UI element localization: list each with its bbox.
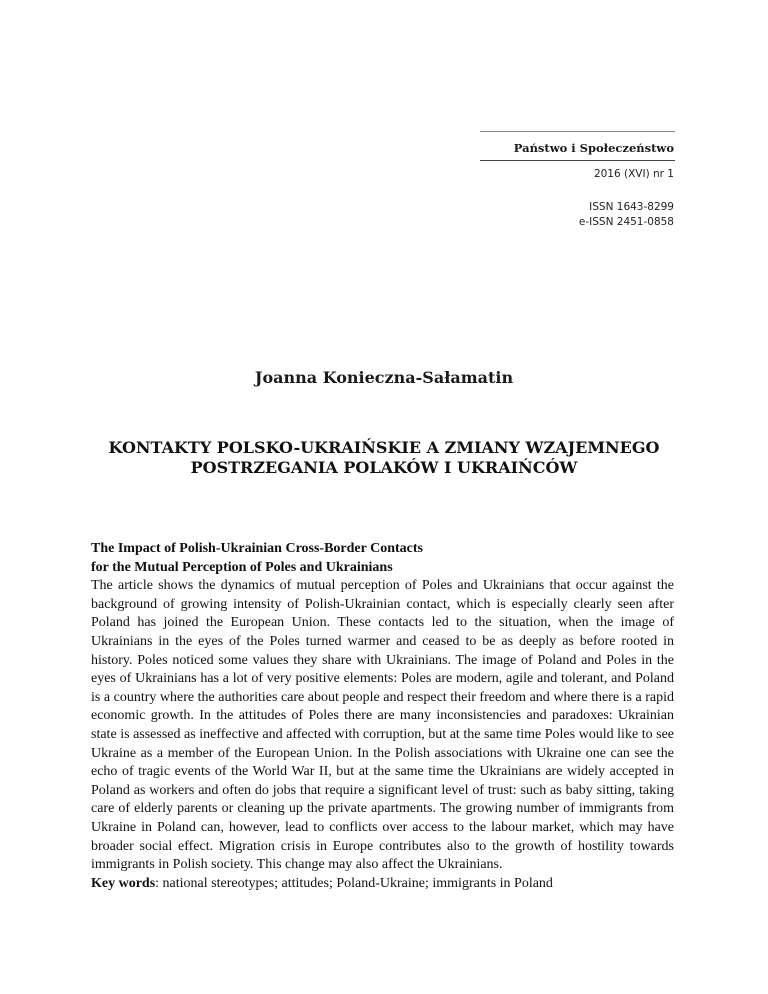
- author-name: Joanna Konieczna-Sałamatin: [254, 368, 514, 387]
- header-top-rule: [480, 131, 675, 132]
- english-title-line: for the Mutual Perception of Poles and Ukrainians: [91, 559, 393, 575]
- english-title-line: The Impact of Polish-Ukrainian Cross-Border Contacts: [91, 541, 423, 556]
- issn: ISSN 1643-8299: [589, 201, 674, 213]
- journal-name: Państwo i Społeczeństwo: [513, 141, 674, 155]
- header-mid-rule: [480, 160, 675, 161]
- abstract-body: The article shows the dynamics of mutual perception of Poles and Ukrainians that occur against the background of growing intensity of Polish-Ukrainian contact, which is especially clearly seen after Poland has joined the European Union. These contacts led to the situation, when the image of Ukrainians in the eyes of the Poles turned warmer and ceased to be as deeply as before rooted in history. Poles noticed some values they share with Ukrainians. The image of Poland and Poles in the eyes of Ukrainians has a lot of very positive elements: Poles are modern, agile and tolerant, and Poland is a country where the authorities care about people and respect their freedom and where there is a rapid economic growth. In the attitudes of Poles there are many inconsistencies and paradoxes: Ukrainian state is assessed as ineffective and affected with corruption, but at the same time Poles would like to see Ukraine as a member of the European Union. In the Polish associations with Ukraine one can see the echo of tragic events of the World War II, but at the same time the Ukrainians are widely accepted in Poland as workers and often do jobs that require a significant level of trust: such as baby sitting, taking care of elderly parents or cleaning up the private apartments. The growing number of immigrants from Ukraine in Poland can, however, lead to conflicts over access to the labour market, which may have broader social effect. Migration crisis in Europe contributes also to the growth of hostility towards immigrants in Polish society. This change may also affect the Ukrainians.: [91, 578, 674, 873]
- e-issn: e-ISSN 2451-0858: [578, 216, 674, 228]
- issue-number: 2016 (XVI) nr 1: [593, 168, 674, 180]
- title-line: POSTRZEGANIA POLAKÓW I UKRAIŃCÓW: [190, 458, 578, 477]
- keywords-list: : national stereotypes; attitudes; Poland-Ukraine; immigrants in Poland: [155, 875, 553, 891]
- title-line: KONTAKTY POLSKO-UKRAIŃSKIE A ZMIANY WZAJEMNEGO: [108, 438, 660, 457]
- keywords: [91, 875, 674, 894]
- abstract: [91, 540, 674, 893]
- keywords-label: Key words: [91, 875, 156, 891]
- article-title: [60, 438, 708, 478]
